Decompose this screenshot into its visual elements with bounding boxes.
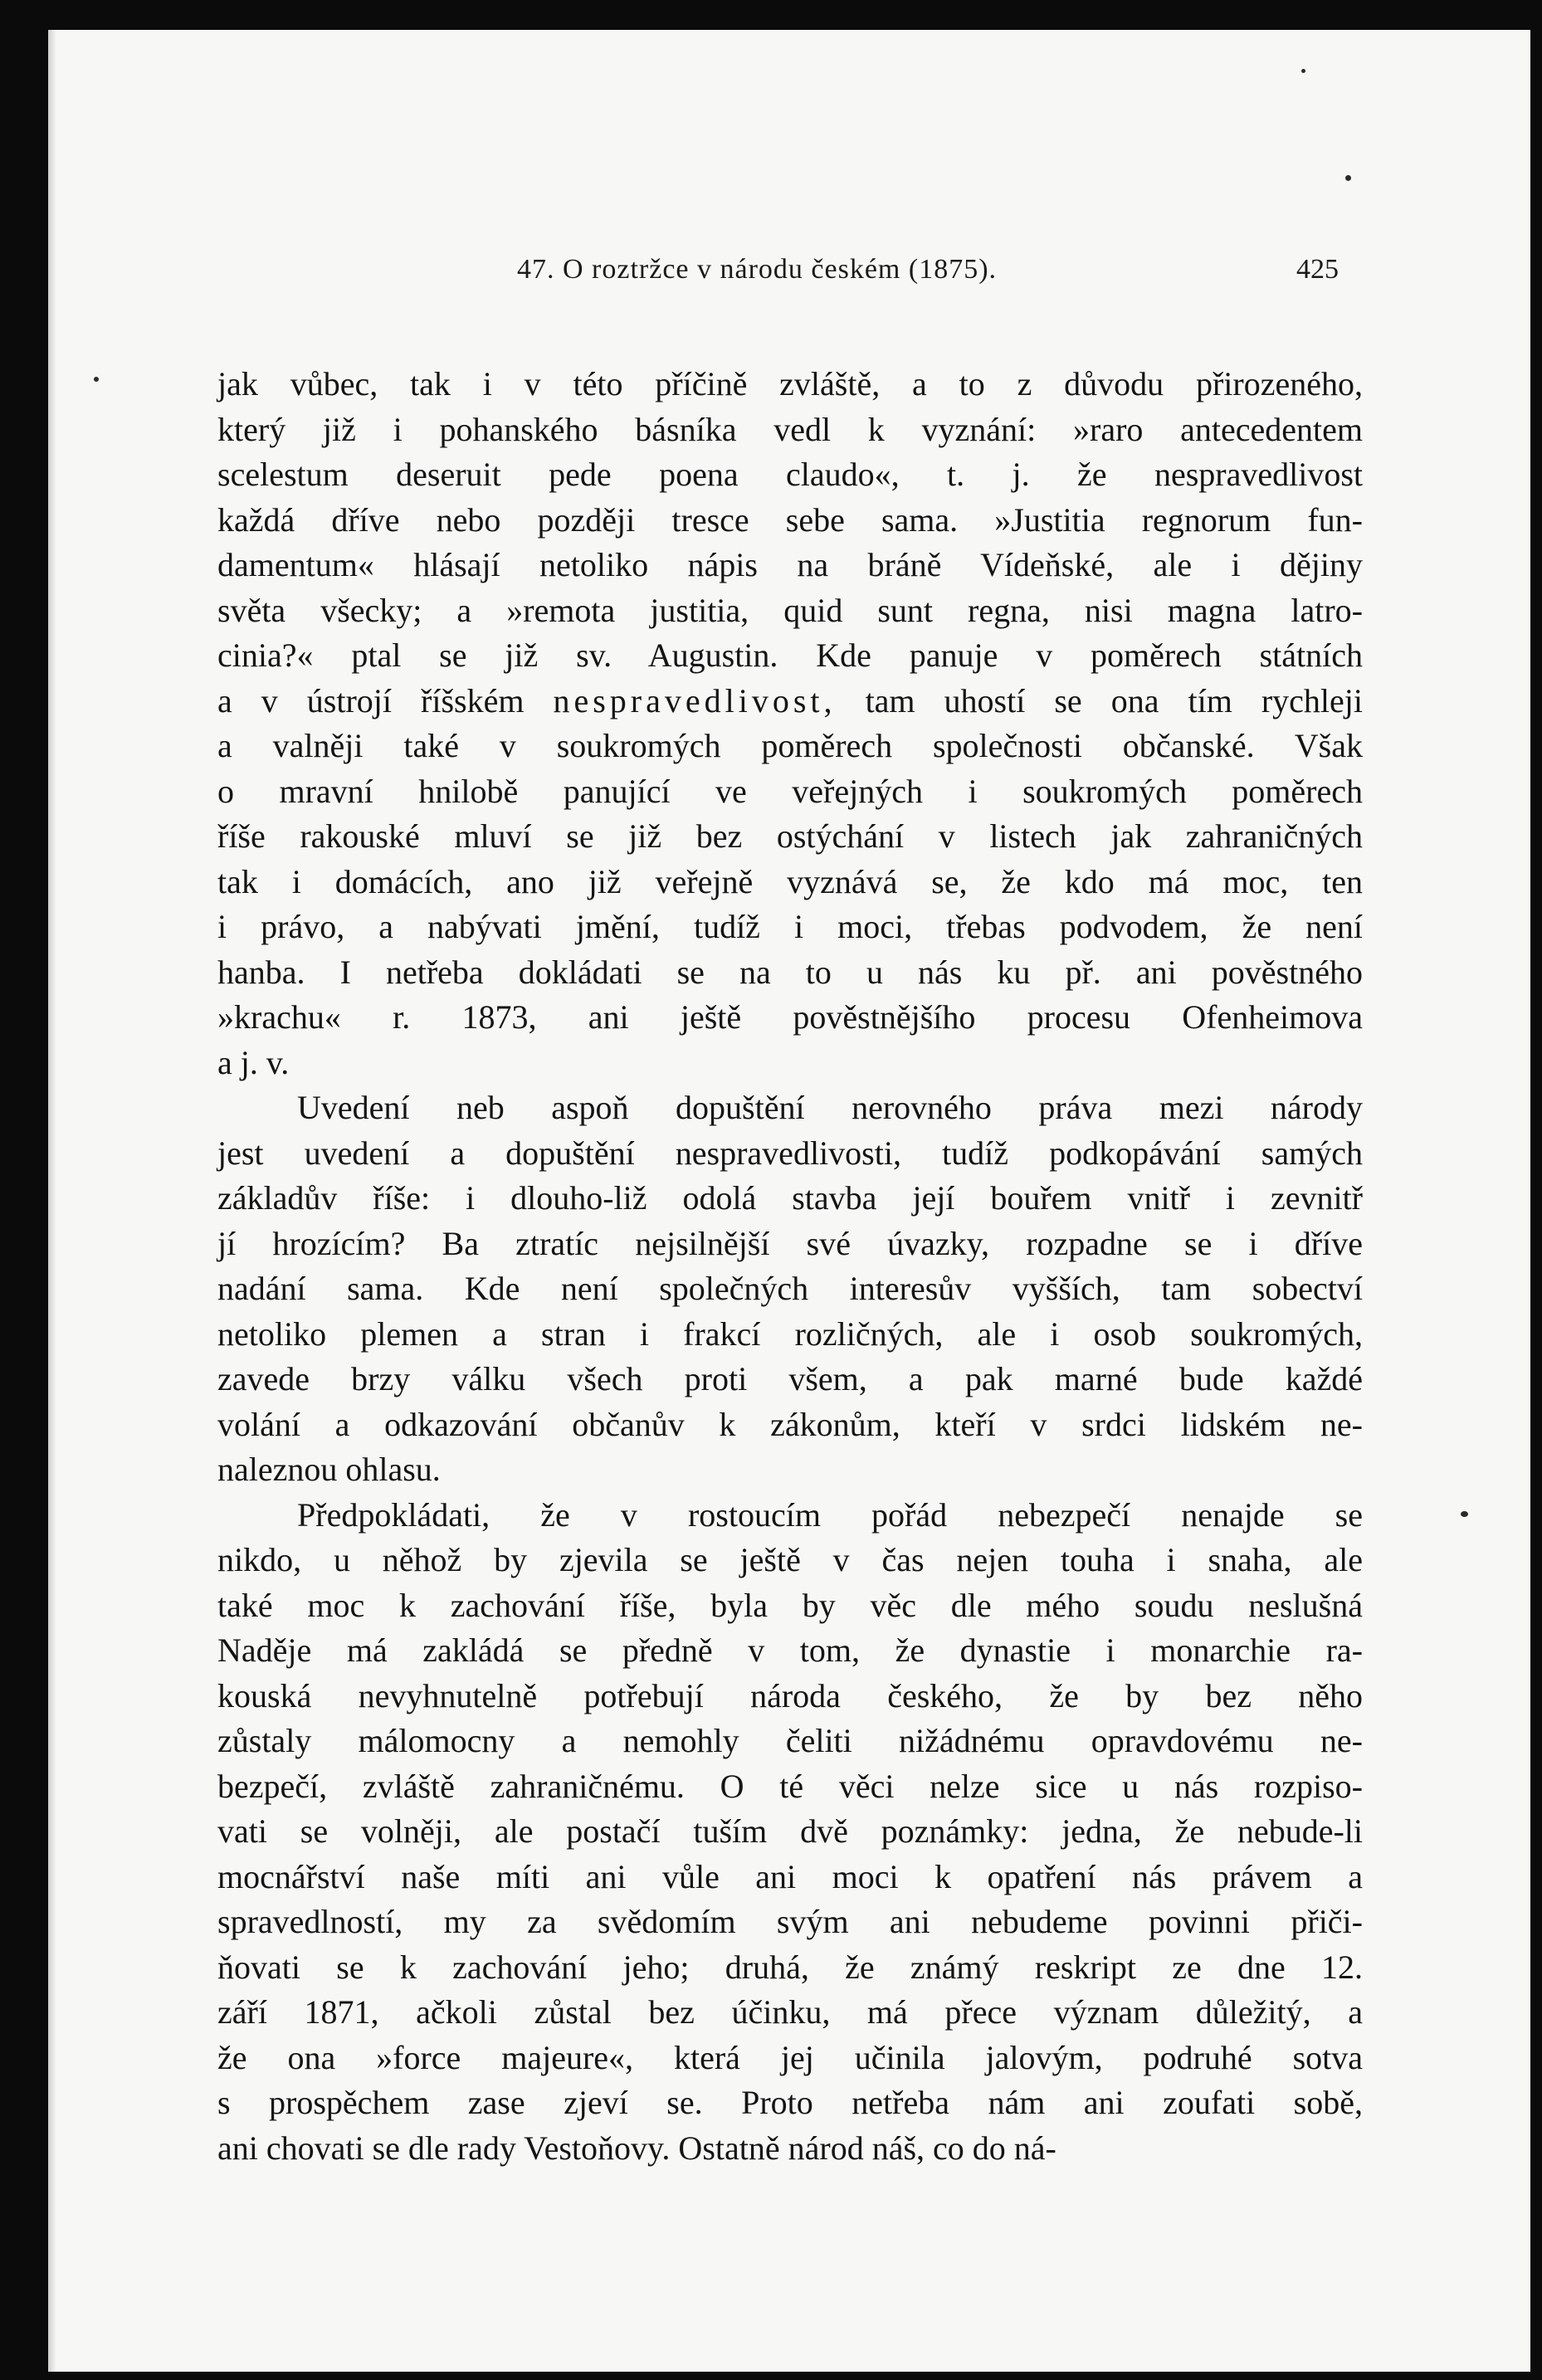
text-line: nadání sama. Kde není společných interesův vyšších, tam sobectví: [217, 1270, 1363, 1307]
text-line: ani chovati se dle rady Vestoňovy. Ostatně národ náš, co do ná-: [217, 2129, 1056, 2167]
text-line: zůstaly málomocny a nemohly čeliti nižádnému opravdovému ne-: [217, 1722, 1363, 1759]
text-line: naleznou ohlasu.: [217, 1451, 441, 1488]
text-line: netoliko plemen a stran i frakcí rozličných, ale i osob soukromých,: [217, 1314, 1363, 1353]
text-line: »krachu« r. 1873, ani ještě pověstnějšího procesu Ofenheimova: [217, 998, 1363, 1036]
book-page: [48, 30, 1530, 2372]
text-line: nikdo, u něhož by zjevila se ještě v čas nejen touha i snaha, ale: [217, 1541, 1363, 1578]
paragraph: [217, 362, 1363, 1085]
speck: [1461, 1511, 1468, 1517]
speck: [94, 377, 99, 382]
text-line: kouská nevyhnutelně potřebují národa českého, že by bez něho: [217, 1676, 1363, 1714]
page-number: 425: [1296, 254, 1339, 285]
text-line: Naděje má zakládá se předně v tom, že dynastie i monarchie ra-: [217, 1631, 1363, 1669]
emphasis-spaced: nespravedlivost,: [553, 681, 837, 719]
text-line: damentum« hlásají netoliko nápis na bráně Vídeňské, ale i dějiny: [217, 546, 1363, 583]
body-text: [217, 362, 1363, 2171]
text-line: vati se volněji, ale postačí tuším dvě poznámky: jedna, že nebude-li: [217, 1812, 1363, 1850]
text-line: tak i domácích, ano již veřejně vyznává se, že kdo má moc, ten: [217, 862, 1363, 900]
text-line: také moc k zachování říše, byla by věc dle mého soudu neslušná: [217, 1586, 1363, 1624]
text-line: cinia?« ptal se již sv. Augustin. Kde panuje v poměrech státních: [217, 636, 1363, 674]
text-line: s prospěchem zase zjeví se. Proto netřeba nám ani zoufati sobě,: [217, 2084, 1363, 2121]
text-line: jak vůbec, tak i v této příčině zvláště, a to z důvodu přirozeného,: [217, 365, 1363, 402]
text-line: jí hrozícím? Ba ztratíc nejsilnější své úvazky, rozpadne se i dříve: [217, 1224, 1363, 1262]
text-line: základův říše: i dlouho-liž odolá stavba její bouřem vnitř i zevnitř: [217, 1179, 1363, 1217]
text-line: že ona »force majeure«, která jej učinila jalovým, podruhé sotva: [217, 2038, 1363, 2076]
text-line: jest uvedení a dopuštění nespravedlivosti, tudíž podkopávání samých: [217, 1134, 1363, 1172]
text-line: a j. v.: [217, 1043, 290, 1081]
paragraph: [217, 1085, 1363, 1493]
running-header: [214, 254, 1339, 304]
speck: [1301, 69, 1305, 73]
text-line: Předpokládati, že v rostoucím pořád nebezpečí nenajde se: [297, 1495, 1363, 1534]
text-line: který již i pohanského básníka vedl k vyznání: »raro antecedentem: [217, 410, 1363, 448]
text-line: září 1871, ačkoli zůstal bez účinku, má přece význam důležitý, a: [217, 1993, 1363, 2031]
text-line: o mravní hnilobě panující ve veřejných i soukromých poměrech: [217, 772, 1363, 810]
text-line: světa všecky; a »remota justitia, quid sunt regna, nisi magna latro-: [217, 591, 1363, 629]
text-line: Uvedení neb aspoň dopuštění nerovného práva mezi národy: [297, 1089, 1363, 1126]
text-line: každá dříve nebo později tresce sebe sama. »Justitia regnorum fun-: [217, 500, 1363, 539]
text-line: ňovati se k zachování jeho; druhá, že známý reskript ze dne 12.: [217, 1948, 1363, 1986]
page-inner-edge: [48, 30, 56, 2372]
text-line: spravedlností, my za svědomím svým ani nebudeme povinni přiči-: [217, 1903, 1363, 1940]
text-line: hanba. I netřeba dokládati se na to u nás ku př. ani pověstného: [217, 953, 1363, 991]
text-line: volání a odkazování občanův k zákonům, kteří v srdci lidském ne-: [217, 1405, 1363, 1443]
text-line: a valněji také v soukromých poměrech společnosti občanské. Však: [217, 727, 1363, 764]
running-title: 47. O roztržce v národu českém (1875).: [517, 254, 998, 285]
text-line: říše rakouské mluví se již bez ostýchání v listech jak zahraničných: [217, 817, 1363, 855]
text-line: scelestum deseruit pede poena claudo«, t. j. že nespravedlivost: [217, 456, 1363, 493]
text-line: i právo, a nabývati jmění, tudíž i moci, třebas podvodem, že není: [217, 908, 1363, 945]
text-line: bezpečí, zvláště zahraničnému. O té věci nelze sice u nás rozpiso-: [217, 1767, 1363, 1805]
text-line: zavede brzy válku všech proti všem, a pak marné bude každé: [217, 1360, 1363, 1397]
speck: [1345, 175, 1351, 181]
text-line: mocnářství naše míti ani vůle ani moci k opatření nás právem a: [217, 1857, 1363, 1895]
text-line: a v ústrojí říšském nespravedlivost, tam uhostí se ona tím rychleji: [217, 681, 1363, 719]
paragraph: [217, 1493, 1363, 2172]
